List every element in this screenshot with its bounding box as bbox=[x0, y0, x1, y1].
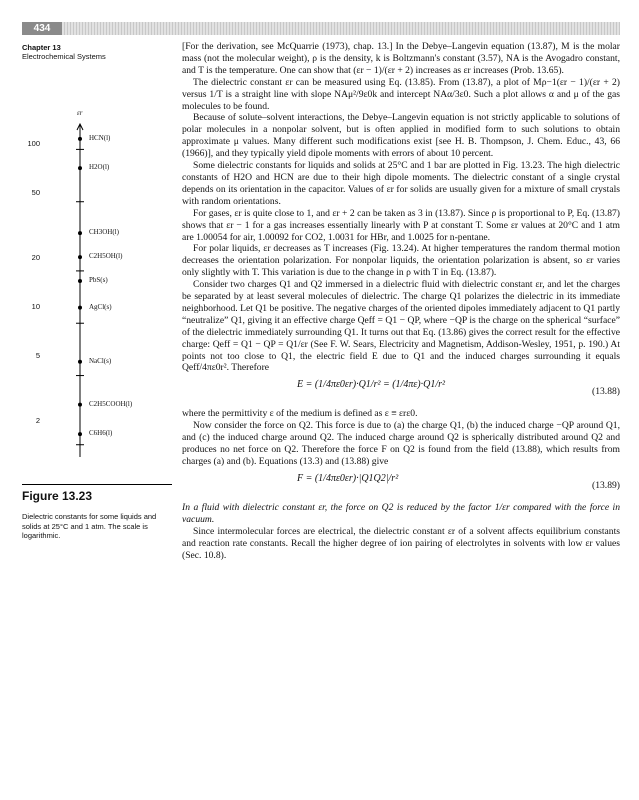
chapter-label: Chapter 13 bbox=[22, 43, 61, 52]
figure-caption: Dielectric constants for some liquids and solids at 25°C and 1 atm. The scale is logarithmic. bbox=[22, 512, 157, 540]
paragraph: [For the derivation, see McQuarrie (1973), chap. 13.] In the Debye–Langevin equation (13.87), M is the molar mass (not the molecular weight), ρ is the density, k is Boltzmann's constant (3.57), NA is the Avogadro constant, and T is the temperature. One can show that (εr − 1)/(εr + 2) increases as εr increases (Prob. 13.65). bbox=[182, 41, 620, 76]
paragraph: Since intermolecular forces are electrical, the dielectric constant εr of a solvent affects equilibrium constants and reaction rate constants. Recall the higher degree of ion pairing of electrolytes in solvents with low εr values (Sec. 10.8). bbox=[182, 525, 620, 561]
point-label: CH3OH(l) bbox=[89, 228, 119, 237]
data-point bbox=[78, 432, 82, 436]
tick-label: 2 bbox=[35, 416, 40, 425]
tick-label: 50 bbox=[31, 188, 40, 197]
chapter-title: Electrochemical Systems bbox=[22, 52, 106, 61]
equation-13-89 bbox=[182, 470, 620, 500]
paragraph: Because of solute–solvent interactions, the Debye–Langevin equation is not strictly applicable to solutions of polar molecules in a nonpolar solvent, but is often applied in modified form to such solutions to obtain approximate μ values. Many different such modifications exist [see H. B. Thompson, J. Chem. Educ., 43, 66 (1966)], and they typically yield dipole moments with errors of about 10 percent. bbox=[182, 112, 620, 160]
data-point bbox=[78, 360, 82, 364]
paragraph: Now consider the force on Q2. This force is due to (a) the charge Q1, (b) the induced charge −QP around Q1, and (c) the induced charge around Q2. The induced charge around Q2 is spherically distributed around Q2 and produces no net force on Q2. Therefore the force F on Q2 is found from the field (13.88), which results from charges (a) and (b). Equations (13.3) and (13.88) give bbox=[182, 420, 620, 467]
point-label: H2O(l) bbox=[89, 163, 110, 172]
data-point bbox=[78, 166, 82, 170]
data-point bbox=[78, 279, 82, 283]
equation-13-88 bbox=[182, 376, 620, 406]
point-label: C2H5OH(l) bbox=[89, 252, 123, 261]
data-point bbox=[78, 231, 82, 235]
paragraph: For polar liquids, εr decreases as T increases (Fig. 13.24). At higher temperatures the random thermal motion decreases the orientation polarization. For nonpolar liquids, the orientation polarization is absent, so εr varies only slightly with T. This variation is due to the change in ρ with T in Eq. (13.87). bbox=[182, 243, 620, 279]
page-number: 434 bbox=[22, 22, 62, 35]
paragraph: where the permittivity ε of the medium is defined as ε ≡ εrε0. bbox=[182, 408, 418, 420]
paragraph: In a fluid with dielectric constant εr, the force on Q2 is reduced by the factor 1/εr compared with the force in vacuum. bbox=[182, 501, 620, 525]
axis-label: εr bbox=[77, 109, 83, 117]
figure-rule bbox=[22, 484, 172, 485]
equation-body: F = (1/4πε0εr)·|Q1Q2|/r² bbox=[297, 472, 399, 484]
point-label: AgCl(s) bbox=[89, 302, 112, 311]
data-point bbox=[78, 403, 82, 407]
equation-body: E = (1/4πε0εr)·Q1/r² = (1/4πε)·Q1/r² bbox=[297, 379, 445, 391]
data-point bbox=[78, 306, 82, 310]
tick-label: 5 bbox=[35, 351, 40, 360]
figure-13-23-chart bbox=[22, 109, 172, 472]
point-label: HCN(l) bbox=[89, 133, 111, 142]
paragraph: For gases, εr is quite close to 1, and εr + 2 can be taken as 3 in (13.87). Since ρ is proportional to P, Eq. (13.87) shows that εr − 1 for a gas increases essentially linearly with P at constant T. Some εr values at 20°C and 1 atm are 1.00054 for air, 1.00092 for CO2, 1.0031 for HBr, and 1.0025 for n-pentane. bbox=[182, 207, 620, 243]
equation-number: (13.88) bbox=[592, 386, 620, 398]
body-text bbox=[182, 41, 620, 561]
equation-number: (13.89) bbox=[592, 479, 620, 491]
point-label: C2H5COOH(l) bbox=[89, 399, 133, 408]
data-point bbox=[78, 255, 82, 259]
tick-label: 20 bbox=[31, 253, 40, 262]
paragraph: The dielectric constant εr can be measured using Eq. (13.85). From (13.87), a plot of Mρ−1(εr − 1)/(εr + 2) versus 1/T is a straight line with slope NAμ²/9ε0k and intercept NAα/3ε0. Such a plot allows α and μ of the gas molecules to be found. bbox=[182, 76, 620, 112]
chapter-heading bbox=[22, 43, 106, 61]
point-label: C6H6(l) bbox=[89, 429, 113, 438]
paragraph: Consider two charges Q1 and Q2 immersed in a dielectric fluid with dielectric constant εr, and let the charges be separated by at least several molecules of dielectric. The charge Q1 polarizes the dielectric in its immediate neighborhood. Let Q1 be positive. The negative charges of the oriented dipoles immediately adjacent to Q1 partly “neutralize” Q1, giving it an effective charge Qeff = Q1 − QP, where −QP is the charge on the spherical “surface” of the dielectric immediately surrounding Q1. It turns out that Eq. (13.86) gives the correct result for the effective charge: Qeff = Q1 − QP = Q1/εr (See F. W. Sears, Electricity and Magnetism, Addison-Wesley, 1951, p. 190.) At points not too close to Q1, the electric field E due to Q1 and the induced charges surrounding it equals Qeff/4πε0r². Therefore bbox=[182, 279, 620, 374]
data-point bbox=[78, 137, 82, 141]
page-header-bar bbox=[22, 22, 620, 35]
tick-label: 100 bbox=[27, 139, 40, 148]
point-label: PbS(s) bbox=[89, 275, 108, 284]
figure-title: Figure 13.23 bbox=[22, 489, 93, 503]
paragraph: Some dielectric constants for liquids and solids at 25°C and 1 bar are plotted in Fig. 13.23. The high dielectric constants of H2O and HCN are due to their high dipole moments. The dielectric constant of a single crystal depends on its orientation in the capacitor. Values of εr for solids are usually given for a mixture of small crystals with random orientations. bbox=[182, 160, 620, 207]
point-label: NaCl(s) bbox=[89, 356, 112, 365]
tick-label: 10 bbox=[31, 302, 40, 311]
